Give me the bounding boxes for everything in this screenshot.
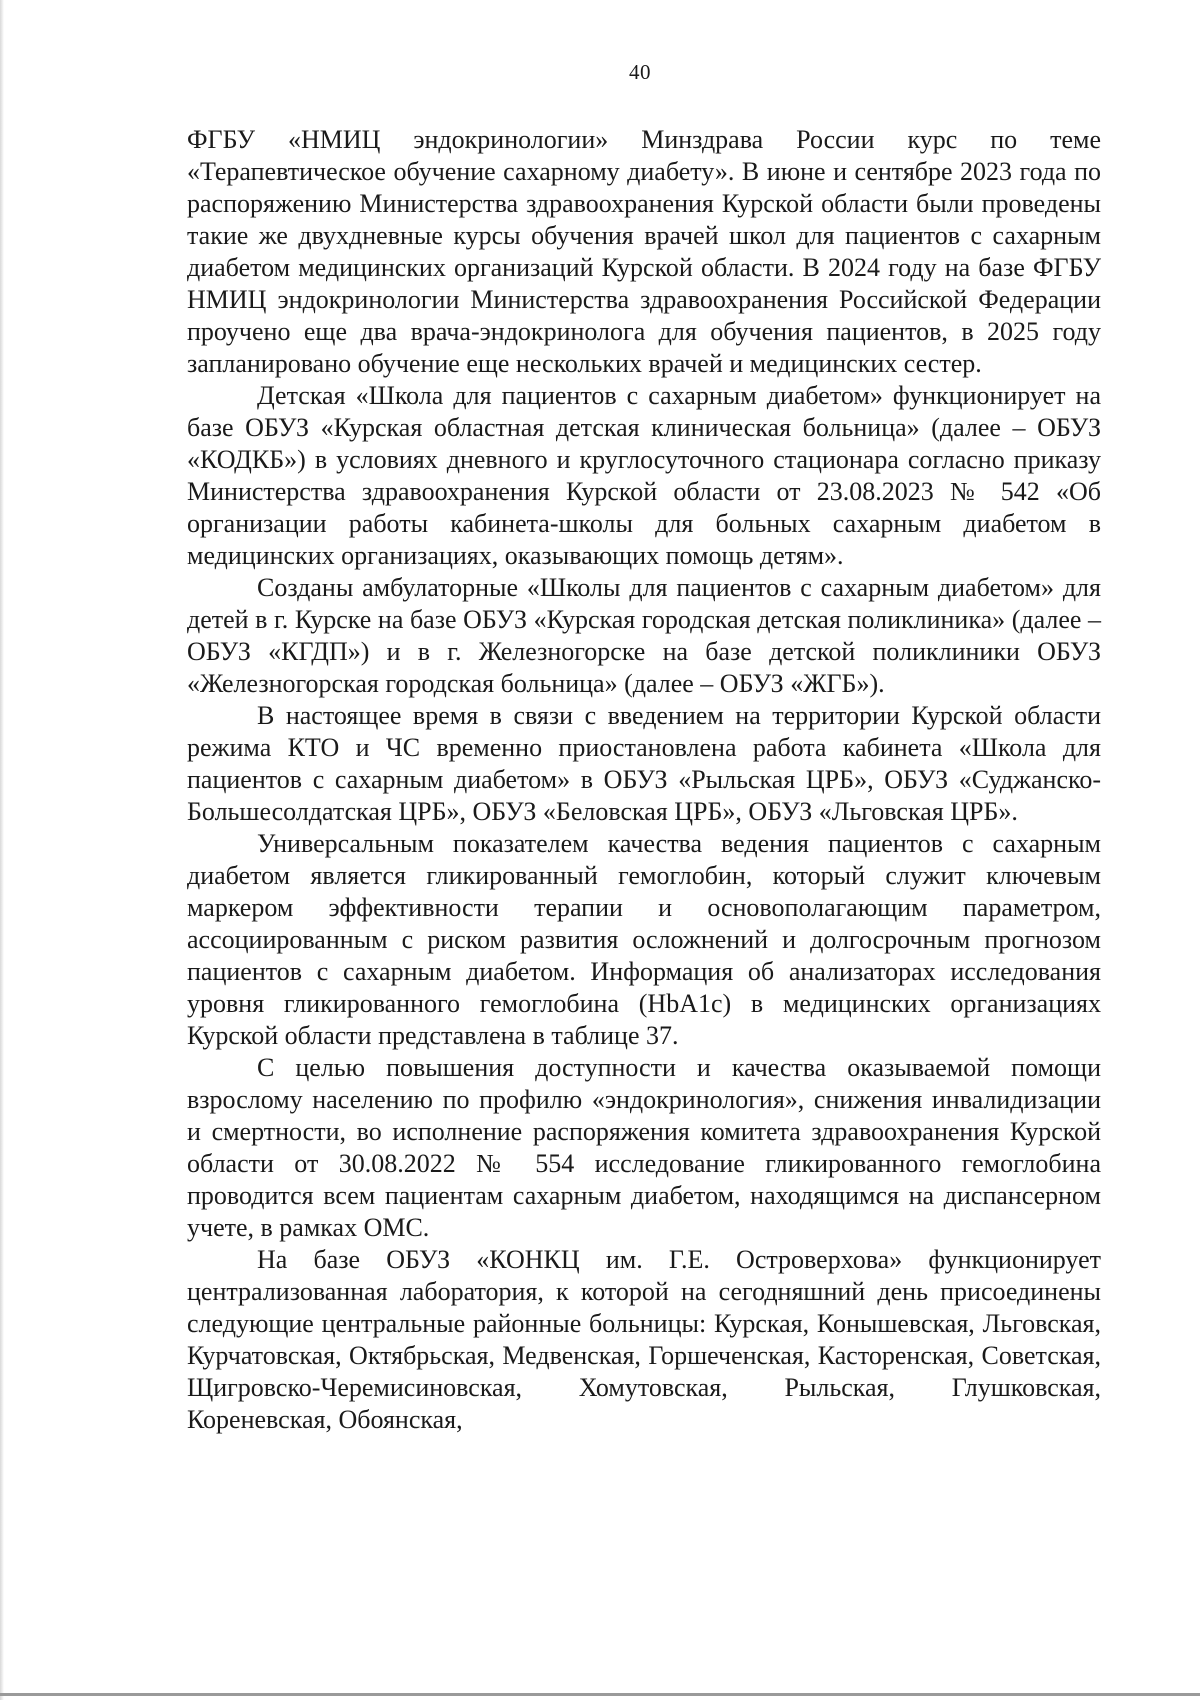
body-text bbox=[187, 124, 1101, 1436]
scan-bottom-edge bbox=[0, 1693, 1200, 1696]
paragraph-accessibility-measures: С целью повышения доступности и качества оказываемой помощи взрослому населению по профилю «эндокринология», снижения инвалидизации и смертности, во исполнение распоряжения комитета здравоохранения Курской области от 30.08.2022 № 554 исследование гликированного гемоглобина проводится всем пациентам сахарным диабетом, находящимся на диспансерном учете, в рамках ОМС. bbox=[187, 1053, 1101, 1242]
scan-edge-shadow bbox=[0, 0, 4, 1700]
paragraph-continuation-course: ФГБУ «НМИЦ эндокринологии» Минздрава России курс по теме «Терапевтическое обучение сахарному диабету». В июне и сентябре 2023 года по распоряжению Министерства здравоохранения Курской области были проведены такие же двухдневные курсы обучения врачей школ для пациентов с сахарным диабетом медицинских организаций Курской области. В 2024 году на базе ФГБУ НМИЦ эндокринологии Министерства здравоохранения Российской Федерации проучено еще два врача-эндокринолога для обучения пациентов, в 2025 году запланировано обучение еще нескольких врачей и медицинских сестер. bbox=[187, 125, 1101, 378]
paragraph-suspended-schools: В настоящее время в связи с введением на территории Курской области режима КТО и ЧС временно приостановлена работа кабинета «Школа для пациентов с сахарным диабетом» в ОБУЗ «Рыльская ЦРБ», ОБУЗ «Суджанско-Большесолдатская ЦРБ», ОБУЗ «Беловская ЦРБ», ОБУЗ «Льговская ЦРБ». bbox=[187, 701, 1101, 826]
page-number: 40 bbox=[629, 60, 651, 84]
paragraph-glycated-hemoglobin: Универсальным показателем качества ведения пациентов с сахарным диабетом является гликированный гемоглобин, который служит ключевым маркером эффективности терапии и основополагающим параметром, ассоциированным с риском развития осложнений и долгосрочным прогнозом пациентов с сахарным диабетом. Информация об анализаторах исследования уровня гликированного гемоглобина (HbA1c) в медицинских организациях Курской области представлена в таблице 37. bbox=[187, 829, 1101, 1050]
paragraph-children-school: Детская «Школа для пациентов с сахарным диабетом» функционирует на базе ОБУЗ «Курская областная детская клиническая больница» (далее – ОБУЗ «КОДКБ») в условиях дневного и круглосуточного стационара согласно приказу Министерства здравоохранения Курской области от 23.08.2023 № 542 «Об организации работы кабинета-школы для больных сахарным диабетом в медицинских организациях, оказывающих помощь детям». bbox=[187, 381, 1101, 570]
paragraph-outpatient-schools: Созданы амбулаторные «Школы для пациентов с сахарным диабетом» для детей в г. Курске на базе ОБУЗ «Курская городская детская поликлиника» (далее – ОБУЗ «КГДП») и в г. Железногорске на базе детской поликлиники ОБУЗ «Железногорская городская больница» (далее – ОБУЗ «ЖГБ»). bbox=[187, 573, 1101, 698]
paragraph-central-laboratory: На базе ОБУЗ «КОНКЦ им. Г.Е. Островерхова» функционирует централизованная лаборатория, к которой на сегодняшний день присоединены следующие центральные районные больницы: Курская, Конышевская, Льговская, Курчатовская, Октябрьская, Медвенская, Горшеченская, Касторенская, Советская, Щигровско-Черемисиновская, Хомутовская, Рыльская, Глушковская, Кореневская, Обоянская, bbox=[187, 1245, 1101, 1434]
